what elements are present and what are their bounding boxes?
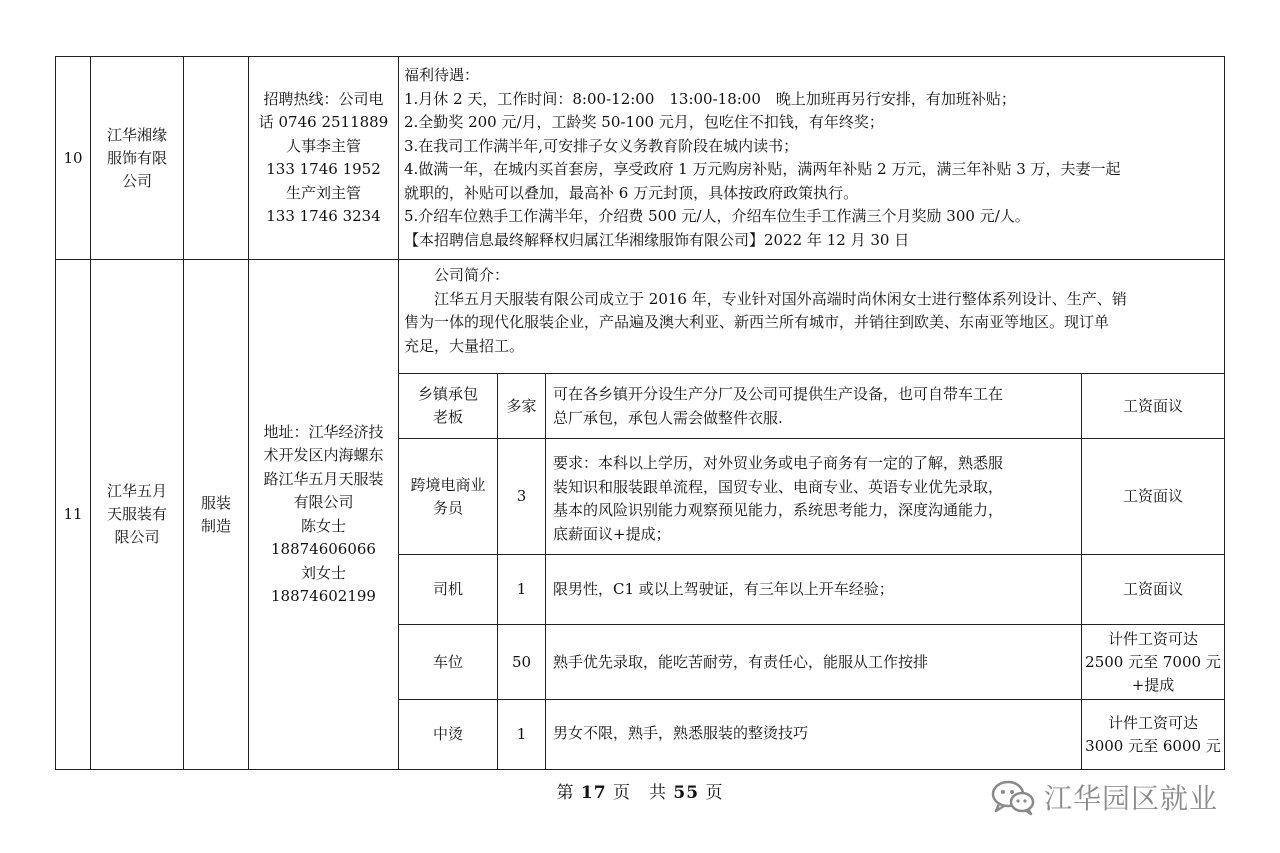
page-footer: 第 17 页 共 55 页	[556, 783, 724, 803]
watermark-text: 江华园区就业	[1044, 782, 1219, 815]
position-salary: 工资面议	[1122, 487, 1183, 505]
position-requirements: 限男性，C1 或以上驾驶证，有三年以上开车经验；	[553, 580, 894, 598]
contact-info: 地址：江华经济技 术开发区内海螺东 路江华五月天服装 有限公司 陈女士 18874606066 刘女士 18874602199	[263, 422, 384, 605]
welfare-details: 福利待遇： 1.月休 2 天，工作时间：8:00-12:00 13:00-18:00 晚上加班再另行安排，有加班补贴； 2.全勤奖 200 元/月，工龄奖 50-100 元月，包吃住不扣钱，有年终奖； 3.在我司工作满半年,可安排子女义务教育阶段在城内读书； 4.做满一年，在城内买首套房，享受政府 1 万元购房补贴，满两年补贴 2 万元，满三年补贴 3 万，夫妻一起 就职的，补贴可以叠加，最高补 6 万元封顶，具体按政府政策执行。 5.介绍车位熟手工作满半年，介绍费 500 元/人，介绍车位生手工作满三个月奖励 300 元/人。 【本招聘信息最终解释权归属江华湘缘服饰有限公司】2022 年 12 月 30 日	[404, 66, 1121, 249]
contact-info: 招聘热线：公司电 话 0746 2511889 人事李主管 133 1746 1952 生产刘主管 133 1746 3234	[258, 89, 389, 225]
position-title: 司机	[432, 580, 463, 598]
position-count: 1	[516, 725, 527, 743]
position-requirements: 可在各乡镇开分设生产分厂及公司可提供生产设备，也可自带车工在 总厂承包，承包人需会做整件衣服.	[553, 385, 1004, 427]
position-salary: 工资面议	[1122, 396, 1183, 415]
company-name: 江华湘缘 服饰有限 公司	[106, 125, 167, 190]
position-requirements: 熟手优先录取，能吃苦耐劳，有责任心，能服从工作按排	[553, 653, 929, 671]
row-number: 10	[63, 148, 83, 167]
position-count: 1	[516, 580, 527, 598]
position-requirements: 要求：本科以上学历，对外贸业务或电子商务有一定的了解，熟悉服 装知识和服装跟单流程，国贸专业、电商专业、英语专业优先录取， 基本的风险识别能力观察预见能力，系统思考能力，深度沟通能力， 底薪面议+提成；	[553, 454, 1004, 543]
position-requirements: 男女不限，熟手，熟悉服装的整烫技巧	[553, 724, 809, 742]
position-salary: 计件工资可达 2500 元至 7000 元 +提成	[1085, 629, 1221, 694]
page-total: 55	[673, 783, 700, 803]
position-count: 多家	[506, 396, 537, 415]
watermark	[990, 777, 1218, 817]
position-count: 3	[516, 487, 527, 505]
company-intro: 公司简介： 江华五月天服装有限公司成立于 2016 年，专业针对国外高端时尚休闲女士进行整体系列设计、生产、销 售为一体的现代化服装企业，产品遍及澳大利亚、新西兰所有城市，并销往到欧美、东南亚等地区。现订单 充足，大量招工。	[404, 266, 1127, 355]
position-title: 中烫	[432, 725, 463, 743]
position-title: 车位	[432, 652, 463, 671]
company-name: 江华五月 天服装有 限公司	[106, 482, 167, 546]
page-number: 17	[580, 783, 607, 803]
industry: 服装 制造	[200, 493, 231, 535]
row-number: 11	[63, 505, 83, 523]
position-title: 乡镇承包 老板	[417, 385, 478, 426]
industry	[184, 57, 248, 259]
position-count: 50	[511, 652, 532, 671]
position-salary: 工资面议	[1122, 580, 1183, 598]
wechat-icon	[990, 778, 1036, 816]
position-salary: 计件工资可达 3000 元至 6000 元	[1085, 713, 1221, 755]
position-title: 跨境电商业 务员	[410, 475, 486, 517]
